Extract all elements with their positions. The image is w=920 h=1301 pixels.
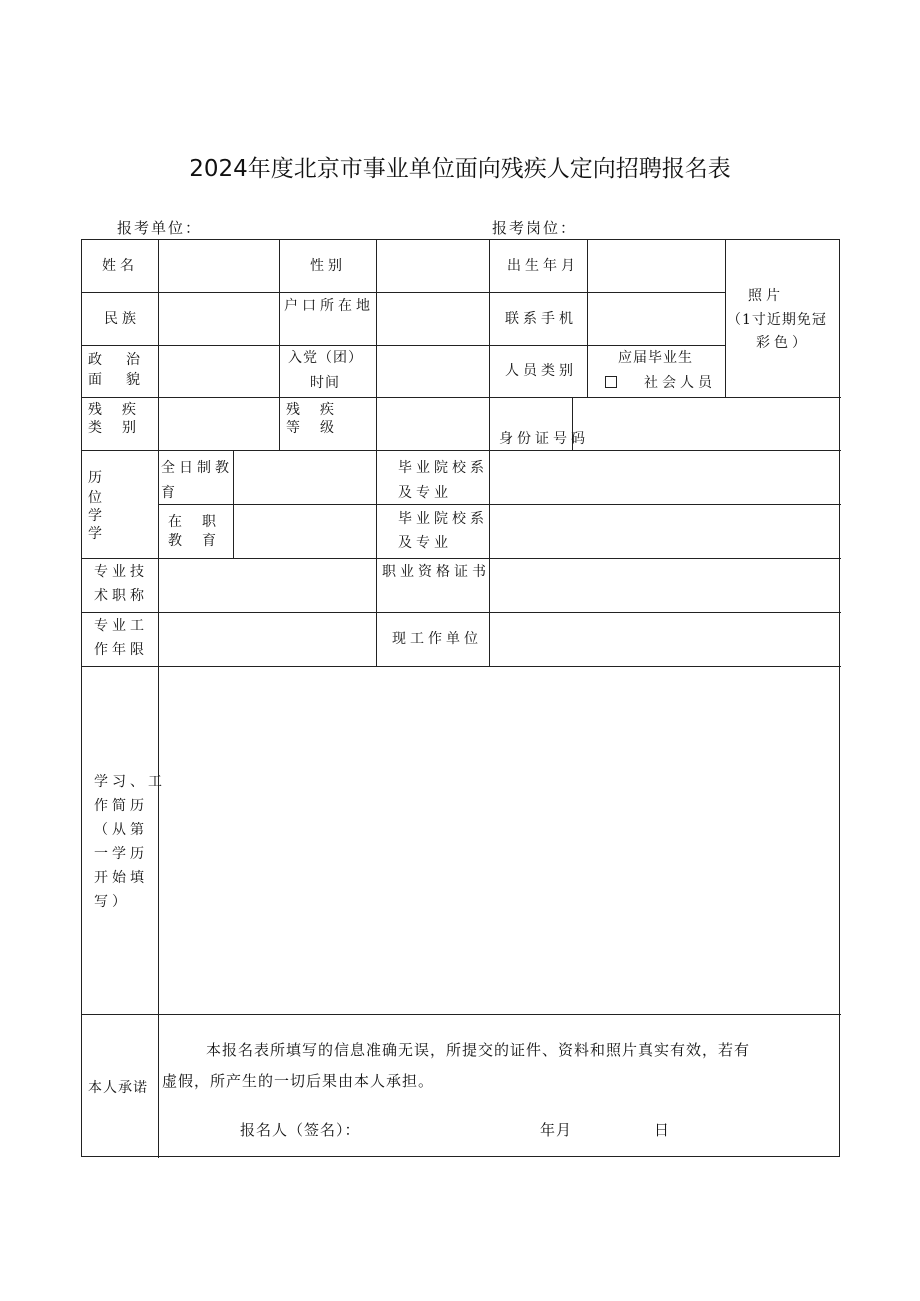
label-fulltime: 全日制教	[161, 460, 233, 476]
col-line	[489, 240, 490, 450]
date-day: 日	[654, 1121, 671, 1139]
label-disability-type-4: 别	[122, 420, 137, 436]
label-pledge: 本人承诺	[88, 1080, 148, 1096]
date-year-month: 年月	[540, 1121, 573, 1139]
apply-post-label: 报考岗位：	[492, 219, 578, 237]
label-political-1: 政	[88, 352, 103, 368]
label-political-3: 面	[88, 372, 103, 388]
form-title: 2024年度北京市事业单位面向残疾人定向招聘报名表	[189, 156, 731, 182]
label-onjob-1: 在	[168, 514, 183, 530]
label-resume-4: 一学历	[94, 846, 148, 862]
label-phone: 联系手机	[505, 311, 577, 327]
label-work-years-2: 作年限	[94, 642, 148, 658]
label-disability-type-2: 疾	[122, 402, 137, 418]
label-birth: 出生年月	[507, 258, 579, 274]
label-political-4: 貌	[126, 372, 141, 388]
label-resume-5: 开始填	[94, 870, 148, 886]
label-fulltime-2: 育	[161, 485, 176, 501]
label-disability-level-2: 疾	[320, 402, 335, 418]
label-onjob-2: 职	[202, 514, 217, 530]
label-work-years: 专业工	[94, 618, 148, 634]
label-edu-3: 学	[88, 508, 103, 524]
label-school-major: 毕业院校系	[398, 460, 488, 476]
row-line	[82, 450, 841, 451]
label-political-2: 治	[126, 352, 141, 368]
option-social: 社会人员	[644, 375, 716, 391]
row-line	[82, 612, 841, 613]
col-line	[587, 240, 588, 397]
label-id-number: 身份证号码	[499, 431, 589, 447]
label-edu-2: 位	[88, 490, 103, 506]
row-line	[82, 666, 841, 667]
col-line	[376, 240, 377, 450]
label-name: 姓名	[102, 258, 138, 274]
col-line	[279, 240, 280, 450]
col-line	[489, 450, 490, 666]
label-disability-type-3: 类	[88, 420, 103, 436]
registration-form-table	[81, 239, 840, 1157]
signature-label: 报名人（签名）：	[240, 1121, 361, 1139]
photo-note-color: 彩色）	[756, 335, 810, 351]
apply-unit-label: 报考单位：	[117, 219, 203, 237]
label-resume-3: （从第	[94, 822, 148, 838]
label-edu-4: 学	[88, 526, 103, 542]
photo-note: （1寸近期免冠	[727, 312, 827, 328]
label-tech-title: 专业技	[94, 564, 148, 580]
label-edu-1: 历	[88, 470, 103, 486]
pledge-text-1: 本报名表所填写的信息准确无误，所提交的证件、资料和照片真实有效，若有	[206, 1041, 751, 1059]
label-gender: 性别	[310, 258, 346, 274]
label-disability-level-4: 级	[320, 420, 335, 436]
label-qualification: 职业资格证书	[382, 564, 490, 580]
label-hukou: 户口所在地	[284, 298, 374, 314]
option-graduate: 应届毕业生	[618, 350, 693, 366]
label-party-join: 入党（团）	[288, 350, 363, 366]
label-current-employer: 现工作单位	[392, 631, 482, 647]
label-ethnicity: 民族	[104, 311, 140, 327]
label-resume-6: 写）	[94, 894, 130, 910]
label-onjob-3: 教	[168, 533, 183, 549]
label-onjob-4: 育	[202, 533, 217, 549]
label-disability-type-1: 残	[88, 402, 103, 418]
col-line	[158, 240, 159, 1158]
col-line	[233, 450, 234, 558]
pledge-text-2: 虚假，所产生的一切后果由本人承担。	[162, 1072, 435, 1090]
row-line	[82, 1014, 841, 1015]
label-resume-1: 学习、工	[94, 774, 166, 790]
label-school-major-onjob: 毕业院校系	[398, 511, 488, 527]
row-line	[158, 504, 841, 505]
row-line	[82, 397, 841, 398]
photo-label: 照片	[748, 288, 784, 304]
col-line	[725, 240, 726, 397]
label-school-major-onjob-2: 及专业	[398, 535, 452, 551]
social-checkbox[interactable]	[605, 376, 617, 388]
label-party-time: 时间	[310, 375, 340, 391]
row-line	[82, 558, 841, 559]
label-disability-level-1: 残	[286, 402, 301, 418]
col-line	[376, 450, 377, 666]
label-school-major-2: 及专业	[398, 485, 452, 501]
label-disability-level-3: 等	[286, 420, 301, 436]
label-person-type: 人员类别	[505, 363, 577, 379]
row-line	[82, 292, 725, 293]
label-resume-2: 作简历	[94, 798, 148, 814]
label-tech-title-2: 术职称	[94, 588, 148, 604]
